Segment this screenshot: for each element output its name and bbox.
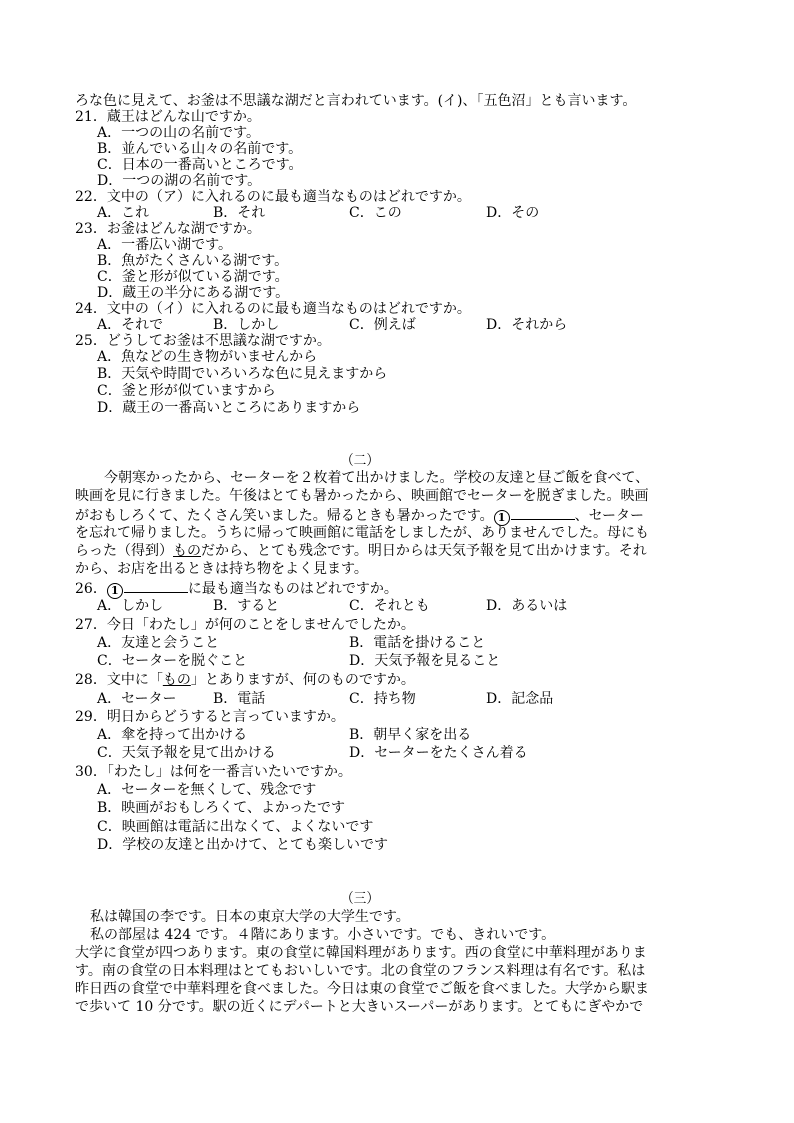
- section-title: （二）: [340, 453, 380, 469]
- passage-line: [75, 507, 644, 526]
- passage-line: 大学に食堂が四つあります。東の食堂に韓国料理があります。西の食堂に中華料理がありま: [75, 945, 647, 961]
- q27-option-c[interactable]: C．セーターを脱ぐこと: [97, 653, 248, 669]
- passage-line: 昨日西の食堂で中華料理を食べました。今日は東の食堂でご飯を食べました。大学から駅ま: [75, 981, 649, 997]
- q30-option-c[interactable]: C．映画館は電話に出なくて、よくないです: [97, 819, 374, 835]
- passage-line: から、お店を出るときは持ち物をよく見ます。: [75, 561, 368, 577]
- q30-option-a[interactable]: A．セーターを無くして、残念です: [97, 782, 317, 798]
- q28-option-c[interactable]: C．持ち物: [349, 691, 416, 707]
- question-text: 28．文中に「: [75, 672, 163, 688]
- q29-option-d[interactable]: D．セーターをたくさん着る: [349, 745, 528, 761]
- q28-option-b[interactable]: B．電話: [213, 691, 266, 707]
- q27-option-a[interactable]: A．友達と会うこと: [97, 635, 220, 651]
- q22-option-a[interactable]: A．これ: [97, 205, 150, 221]
- q29-option-c[interactable]: C．天気予報を見て出かける: [97, 745, 276, 761]
- passage-line: す。南の食堂の日本料理はとてもおいしいです。北の食堂のフランス料理は有名です。私は: [75, 963, 646, 979]
- q30-option-d[interactable]: D．学校の友達と出かけて、とても楽しいです: [97, 837, 388, 853]
- question-text: 」とありますが、何のものですか。: [190, 672, 415, 688]
- q24-option-a[interactable]: A．それで: [97, 317, 164, 333]
- question-25: 25．どうしてお釜は不思議な湖ですか。: [75, 333, 331, 349]
- q30-option-b[interactable]: B．映画がおもしろくて、よかったです: [97, 800, 346, 816]
- q23-option-d[interactable]: D．蔵王の半分にある湖です。: [97, 285, 290, 301]
- q25-option-b[interactable]: B．天気や時間でいろいろな色に見えますから: [97, 366, 388, 382]
- passage-text: 、セーター: [574, 508, 645, 524]
- q23-option-a[interactable]: A．一番広い湖です。: [97, 237, 232, 253]
- q23-option-b[interactable]: B．魚がたくさんいる湖です。: [97, 253, 289, 269]
- blank-number-badge: 1: [494, 510, 510, 526]
- question-24: 24．文中の（イ）に入れるのに最も適当なものはどれですか。: [75, 301, 471, 317]
- q24-option-b[interactable]: B．しかし: [213, 317, 280, 333]
- q26-option-c[interactable]: C．それとも: [349, 598, 430, 614]
- q28-option-a[interactable]: A．セーター: [97, 691, 177, 707]
- blank-number-badge: 1: [107, 583, 123, 599]
- fill-in-blank: [511, 507, 575, 520]
- passage-line: 私は韓国の李です。日本の東京大学の大学生です。: [90, 909, 410, 925]
- q22-option-c[interactable]: C．この: [349, 205, 402, 221]
- q24-option-d[interactable]: D．それから: [486, 317, 568, 333]
- passage-line: 今朝寒かったから、セーターを２枚着て出かけました。学校の友達と昼ご飯を食べて、: [104, 470, 650, 486]
- q25-option-d[interactable]: D．蔵王の一番高いところにありますから: [97, 400, 361, 416]
- q28-option-d[interactable]: D．記念品: [486, 691, 554, 707]
- q21-option-c[interactable]: C．日本の一番高いところです。: [97, 157, 303, 173]
- question-21: 21．蔵王はどんな山ですか。: [75, 109, 261, 125]
- passage-line: で歩いて 10 分です。駅の近くにデパートと大きいスーパーがあります。とてもにぎやかで: [75, 999, 644, 1015]
- passage-text: らった（得到）: [75, 543, 173, 559]
- q22-option-b[interactable]: B．それ: [213, 205, 266, 221]
- q22-option-d[interactable]: D．その: [486, 205, 540, 221]
- question-number: 26．: [75, 581, 107, 597]
- q21-option-d[interactable]: D．一つの湖の名前です。: [97, 173, 262, 189]
- passage-line: 映画を見に行きました。午後はとても暑かったから、映画館でセーターを脱ぎました。映画: [75, 488, 649, 504]
- q27-option-b[interactable]: B．電話を掛けること: [349, 635, 486, 651]
- question-text: に最も適当なものはどれですか。: [187, 581, 398, 597]
- q21-option-a[interactable]: A．一つの山の名前です。: [97, 125, 260, 141]
- question-30: 30．「わたし」は何を一番言いたいですか。: [75, 764, 352, 780]
- q25-option-c[interactable]: C．釜と形が似ていますから: [97, 383, 276, 399]
- passage-line: を忘れて帰りました。うちに帰って映画館に電話をしましたが、ありませんでした。母にも: [75, 525, 649, 541]
- q27-option-d[interactable]: D．天気予報を見ること: [349, 653, 501, 669]
- q24-option-c[interactable]: C．例えば: [349, 317, 416, 333]
- q21-option-b[interactable]: B．並んでいる山々の名前です。: [97, 141, 303, 157]
- q26-option-b[interactable]: B．すると: [213, 598, 280, 614]
- q23-option-c[interactable]: C．釜と形が似ている湖です。: [97, 269, 289, 285]
- question-22: 22．文中の（ア）に入れるのに最も適当なものはどれですか。: [75, 189, 471, 205]
- passage-line: 私の部屋は 424 です。４階にあります。小さいです。でも、きれいです。: [90, 927, 556, 943]
- passage-line: ろな色に見えて、お釜は不思議な湖だと言われています。(イ)、「五色沼」とも言います。: [75, 93, 637, 109]
- question-29: 29．明日からどうすると言っていますか。: [75, 709, 345, 725]
- q29-option-b[interactable]: B．朝早く家を出る: [349, 727, 472, 743]
- underlined-word: もの: [162, 672, 191, 688]
- passage-line: [75, 543, 647, 559]
- question-27: 27．今日「わたし」が何のことをしませんでしたか。: [75, 617, 415, 633]
- fill-in-blank: [124, 580, 188, 593]
- question-23: 23．お釜はどんな湖ですか。: [75, 221, 261, 237]
- q29-option-a[interactable]: A．傘を持って出かける: [97, 727, 248, 743]
- passage-text: だから、とても残念です。明日からは天気予報を見て出かけます。それ: [201, 543, 647, 559]
- q26-option-a[interactable]: A．しかし: [97, 598, 164, 614]
- underlined-word: もの: [173, 543, 201, 559]
- section-title: （三）: [340, 891, 380, 907]
- q25-option-a[interactable]: A．魚などの生き物がいませんから: [97, 349, 318, 365]
- passage-text: がおもしろくて、たくさん笑いました。帰るときも暑かったです。: [75, 508, 494, 524]
- q26-option-d[interactable]: D．あるいは: [486, 598, 568, 614]
- question-26: [75, 580, 398, 599]
- question-28: [75, 672, 415, 688]
